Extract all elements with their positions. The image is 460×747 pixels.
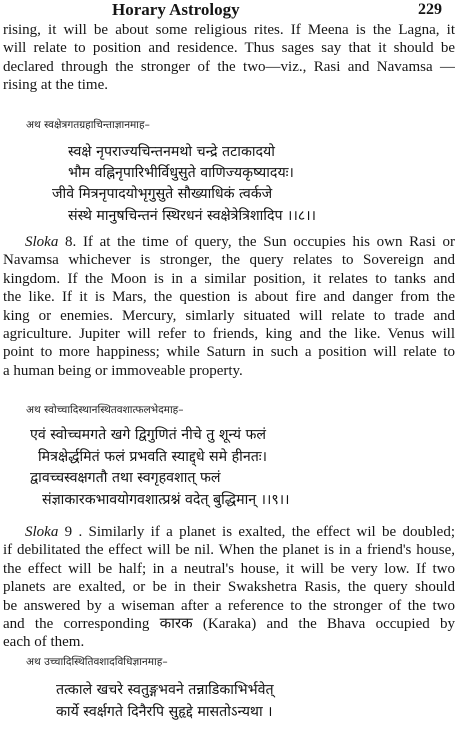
text-line: kingdom. If the Moon is in a similar position, it relates to tanks and	[3, 270, 455, 287]
verse-line: द्वावच्चस्वक्षगतौ तथा स्वगृहवशात् फलं	[30, 470, 221, 486]
verse-line: कार्ये स्वर्क्षगते दिनैरपि सुहृद्दे मासतोऽन्यथा ।	[56, 703, 273, 720]
verse-line: एवं स्वोच्चमगते खगे द्विगुणितं नीचे तु शून्यं फलं	[30, 427, 266, 443]
sloka-8-explanation	[3, 233, 455, 380]
text-line	[3, 523, 455, 541]
text-fragment: 8. If at the time of query, the Sun occupies his own Rasi or	[58, 234, 455, 250]
sanskrit-verse	[56, 680, 274, 723]
text-line: rising at the time.	[3, 77, 108, 94]
text-fragment: 9 . Similarly if a planet is exalted, the effect wil be doubled;	[58, 524, 455, 540]
text-line: rising, it will be about some religious rites. If Meena is the Lagna, it	[3, 22, 455, 38]
verse-line: जीवे मित्रनृपादयोभृगुसुते सौख्याधिकं त्वर्कजे	[52, 186, 273, 202]
text-line: the effect will be half; in a neutral's house, it will be very low. If two	[3, 560, 455, 577]
page-number: 229	[418, 1, 442, 18]
sloka-label: Sloka	[25, 234, 59, 250]
sanskrit-verse	[30, 425, 290, 511]
paragraph-continuation	[3, 21, 455, 95]
verse-line: संस्थे मानुषचिन्तनं स्थिरधनं स्वक्षेत्रेत्रिशादिप ।।८।।	[68, 207, 316, 224]
verse-intro: अथ स्वक्षेत्रगतग्रहाचिन्ताज्ञानमाह–	[26, 119, 150, 131]
sanskrit-verse	[52, 142, 316, 227]
verse-line: संज्ञाकारकभावयोगवशात्प्रश्नं वदेत् बुद्धिमान् ।।९।।	[42, 491, 290, 508]
verse-intro: अथ स्वोच्चादिस्थानस्थितवशात्फलभेदमाह–	[26, 404, 184, 416]
text-line: agriculture. Jupiter will refer to friends, king and the like. Venus will	[3, 326, 455, 343]
text-line: planets are exalted, or be in their Swakshetra Rasis, the query should	[3, 579, 455, 596]
text-line: be answered by a wiseman after a reference to the stronger of the two	[3, 597, 455, 614]
running-header	[0, 0, 460, 20]
verse-line: तत्काले खचरे स्वतुङ्गभवने तन्नाडिकाभिर्भवेत्	[56, 682, 274, 698]
running-title: Horary Astrology	[112, 0, 240, 19]
text-line: point to more happiness; while Saturn in such a position will relate to	[3, 344, 455, 361]
sloka-label: Sloka	[25, 524, 59, 540]
text-line: will relate to position and residence. Thus sages say that it should be	[3, 40, 455, 57]
text-line: declared through the stronger of the two—viz., Rasi and Navamsa —	[3, 58, 455, 75]
text-line	[3, 233, 455, 251]
text-line: and the corresponding कारक (Karaka) and the Bhava occupied by	[3, 616, 455, 633]
verse-line: मित्रक्षेर्द्धमितं फलं प्रभवति स्याद्द्धे समे हीनतः।	[38, 448, 268, 465]
text-line: if debilitated the effect will be nil. When the planet is in a friend's house,	[3, 542, 455, 559]
verse-intro: अथ उच्चादिस्थितिवशादविधिज्ञानमाह–	[26, 656, 168, 668]
text-line: king or enemies. Mercury, simlarly situated will relate to trade and	[3, 307, 455, 324]
verse-line: भौम वह्निनृपारिभीर्विधुसुते वाणिज्यकृष्यादयः।	[68, 164, 294, 181]
verse-line: स्वक्षे नृपराज्यचिन्तनमथो चन्द्रे तटाकादयो	[68, 144, 275, 160]
sloka-9-explanation	[3, 523, 455, 652]
text-line: each of them.	[3, 634, 85, 651]
text-line: a human being or immoveable property.	[3, 362, 243, 379]
text-line: Navamsa whichever is stronger, the query relates to Sovereign and	[3, 252, 455, 269]
text-line: the like. If it is Mars, the question is about fire and danger from the	[3, 289, 455, 306]
